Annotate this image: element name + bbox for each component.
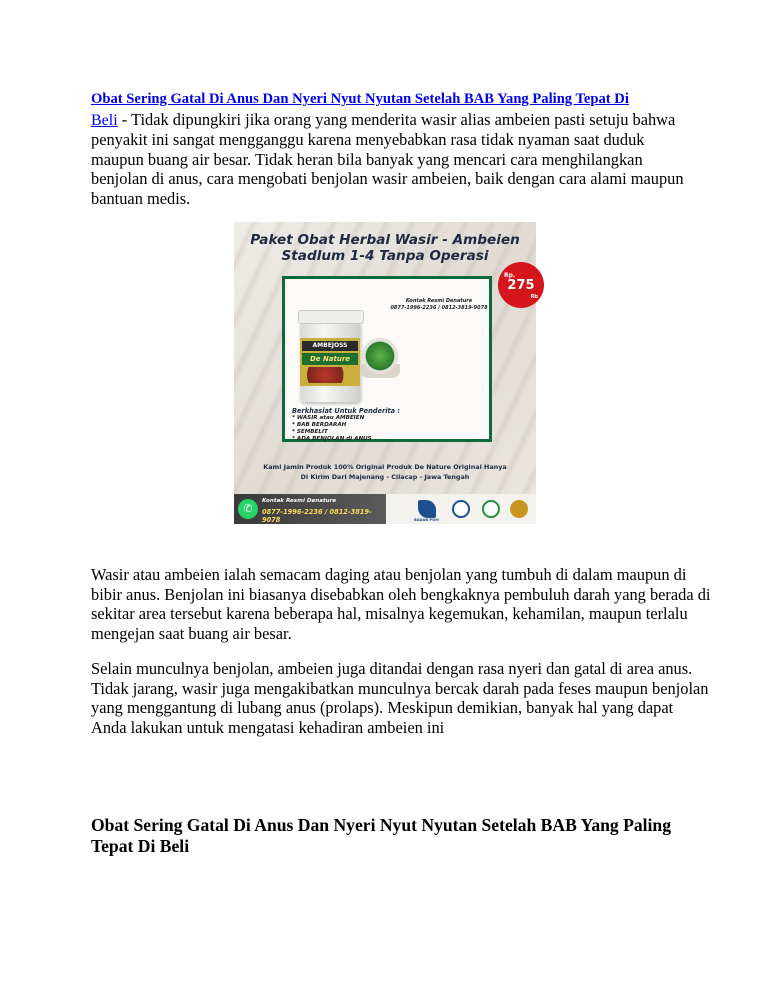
price-value: 275 (507, 278, 535, 293)
benefit-item: * SEMBELIT (292, 429, 328, 435)
benefit-list (292, 408, 472, 443)
price-prefix: Rp. (504, 272, 516, 279)
contact-top (384, 298, 494, 312)
banner-footer (234, 494, 536, 524)
benefit-item: * ADA BENJOLAN di ANUS (292, 436, 372, 442)
jar-label-top: AMBEJOSS (302, 341, 358, 351)
product-banner-image (234, 222, 536, 524)
body-paragraph-1: Wasir atau ambeien ialah semacam daging atau benjolan yang tumbuh di dalam maupun di bibir anus. Benjolan ini biasanya disebabkan oleh bengkaknya pembuluh darah yang berada di sekitar area tersebut karena beberapa hal, misalnya kegemukan, kehamilan, maupun terlalu mengejan saat buang air besar. (91, 565, 711, 643)
banner-headline-line-1: Paket Obat Herbal Wasir - Ambeien (250, 232, 520, 248)
whatsapp-icon: ✆ (238, 499, 258, 519)
guarantee-line-2: Di Kirim Dari Majenang - Cilacap - Jawa Tengah (300, 473, 470, 481)
guarantee-text (234, 462, 536, 482)
section-heading: Obat Sering Gatal Di Anus Dan Nyeri Nyut Nyutan Setelah BAB Yang Paling Tepat Di Beli (91, 815, 672, 856)
garuda-logo-icon (510, 500, 528, 518)
title-link[interactable]: Obat Sering Gatal Di Anus Dan Nyeri Nyut Nyutan Setelah BAB Yang Paling Tepat Di (91, 91, 629, 107)
halal-logo-icon (482, 500, 500, 518)
jar-cap (298, 310, 364, 324)
iso-logo-icon (452, 500, 470, 518)
ointment-tin (362, 338, 398, 374)
product-jar (300, 318, 360, 402)
banner-headline-line-2: Stadlum 1-4 Tanpa Operasi (281, 248, 489, 264)
contact-bottom-phone: 0877-1996-2236 / 0812-3819-9078 (262, 508, 372, 524)
bpom-label: BADAN POM (414, 518, 439, 522)
contact-bottom-label: Kontak Resmi Denature (262, 498, 337, 504)
contact-box (234, 494, 386, 524)
contact-top-phone: 0877-1996-2236 / 0812-3819-9078 (390, 305, 488, 311)
bpom-logo-icon (418, 500, 436, 518)
jar-label (300, 338, 360, 386)
benefit-title: Berkhasiat Untuk Penderita : (292, 407, 400, 415)
title-link-tail[interactable]: Beli (91, 111, 118, 129)
jar-label-brand: De Nature (302, 353, 358, 365)
price-suffix: Rb (530, 294, 538, 300)
guarantee-line-1: Kami Jamin Produk 100% Original Produk De Nature Original Hanya (263, 463, 507, 471)
intro-paragraph (91, 88, 691, 209)
price-badge (498, 262, 544, 308)
body-paragraph-2: Selain munculnya benjolan, ambeien juga ditandai dengan rasa nyeri dan gatal di area anus. Tidak jarang, wasir juga mengakibatkan munculnya bercak darah pada feses maupun benjolan yang menggantung di lubang anus (prolaps). Meskipun demikian, banyak hal yang dapat Anda lakukan untuk mengatasi kehadiran ambeien ini (91, 659, 709, 737)
contact-top-label: Kontak Resmi Denature (405, 298, 473, 304)
banner-headline (234, 232, 536, 264)
benefit-item: * WASIR atau AMBEIEN (292, 415, 365, 421)
jar-label-image (306, 367, 354, 383)
intro-text: - Tidak dipungkiri jika orang yang menderita wasir alias ambeien pasti setuju bahwa penyakit ini sangat mengganggu karena menyebabkan rasa tidak nyaman saat duduk maupun buang air besar. Tidak heran bila banyak yang mencari cara menghilangkan benjolan di anus, cara mengobati benjolan wasir ambeien, baik dengan cara alami maupun bantuan medis. (91, 109, 684, 208)
benefit-item: * BAB BERDARAH (292, 422, 347, 428)
